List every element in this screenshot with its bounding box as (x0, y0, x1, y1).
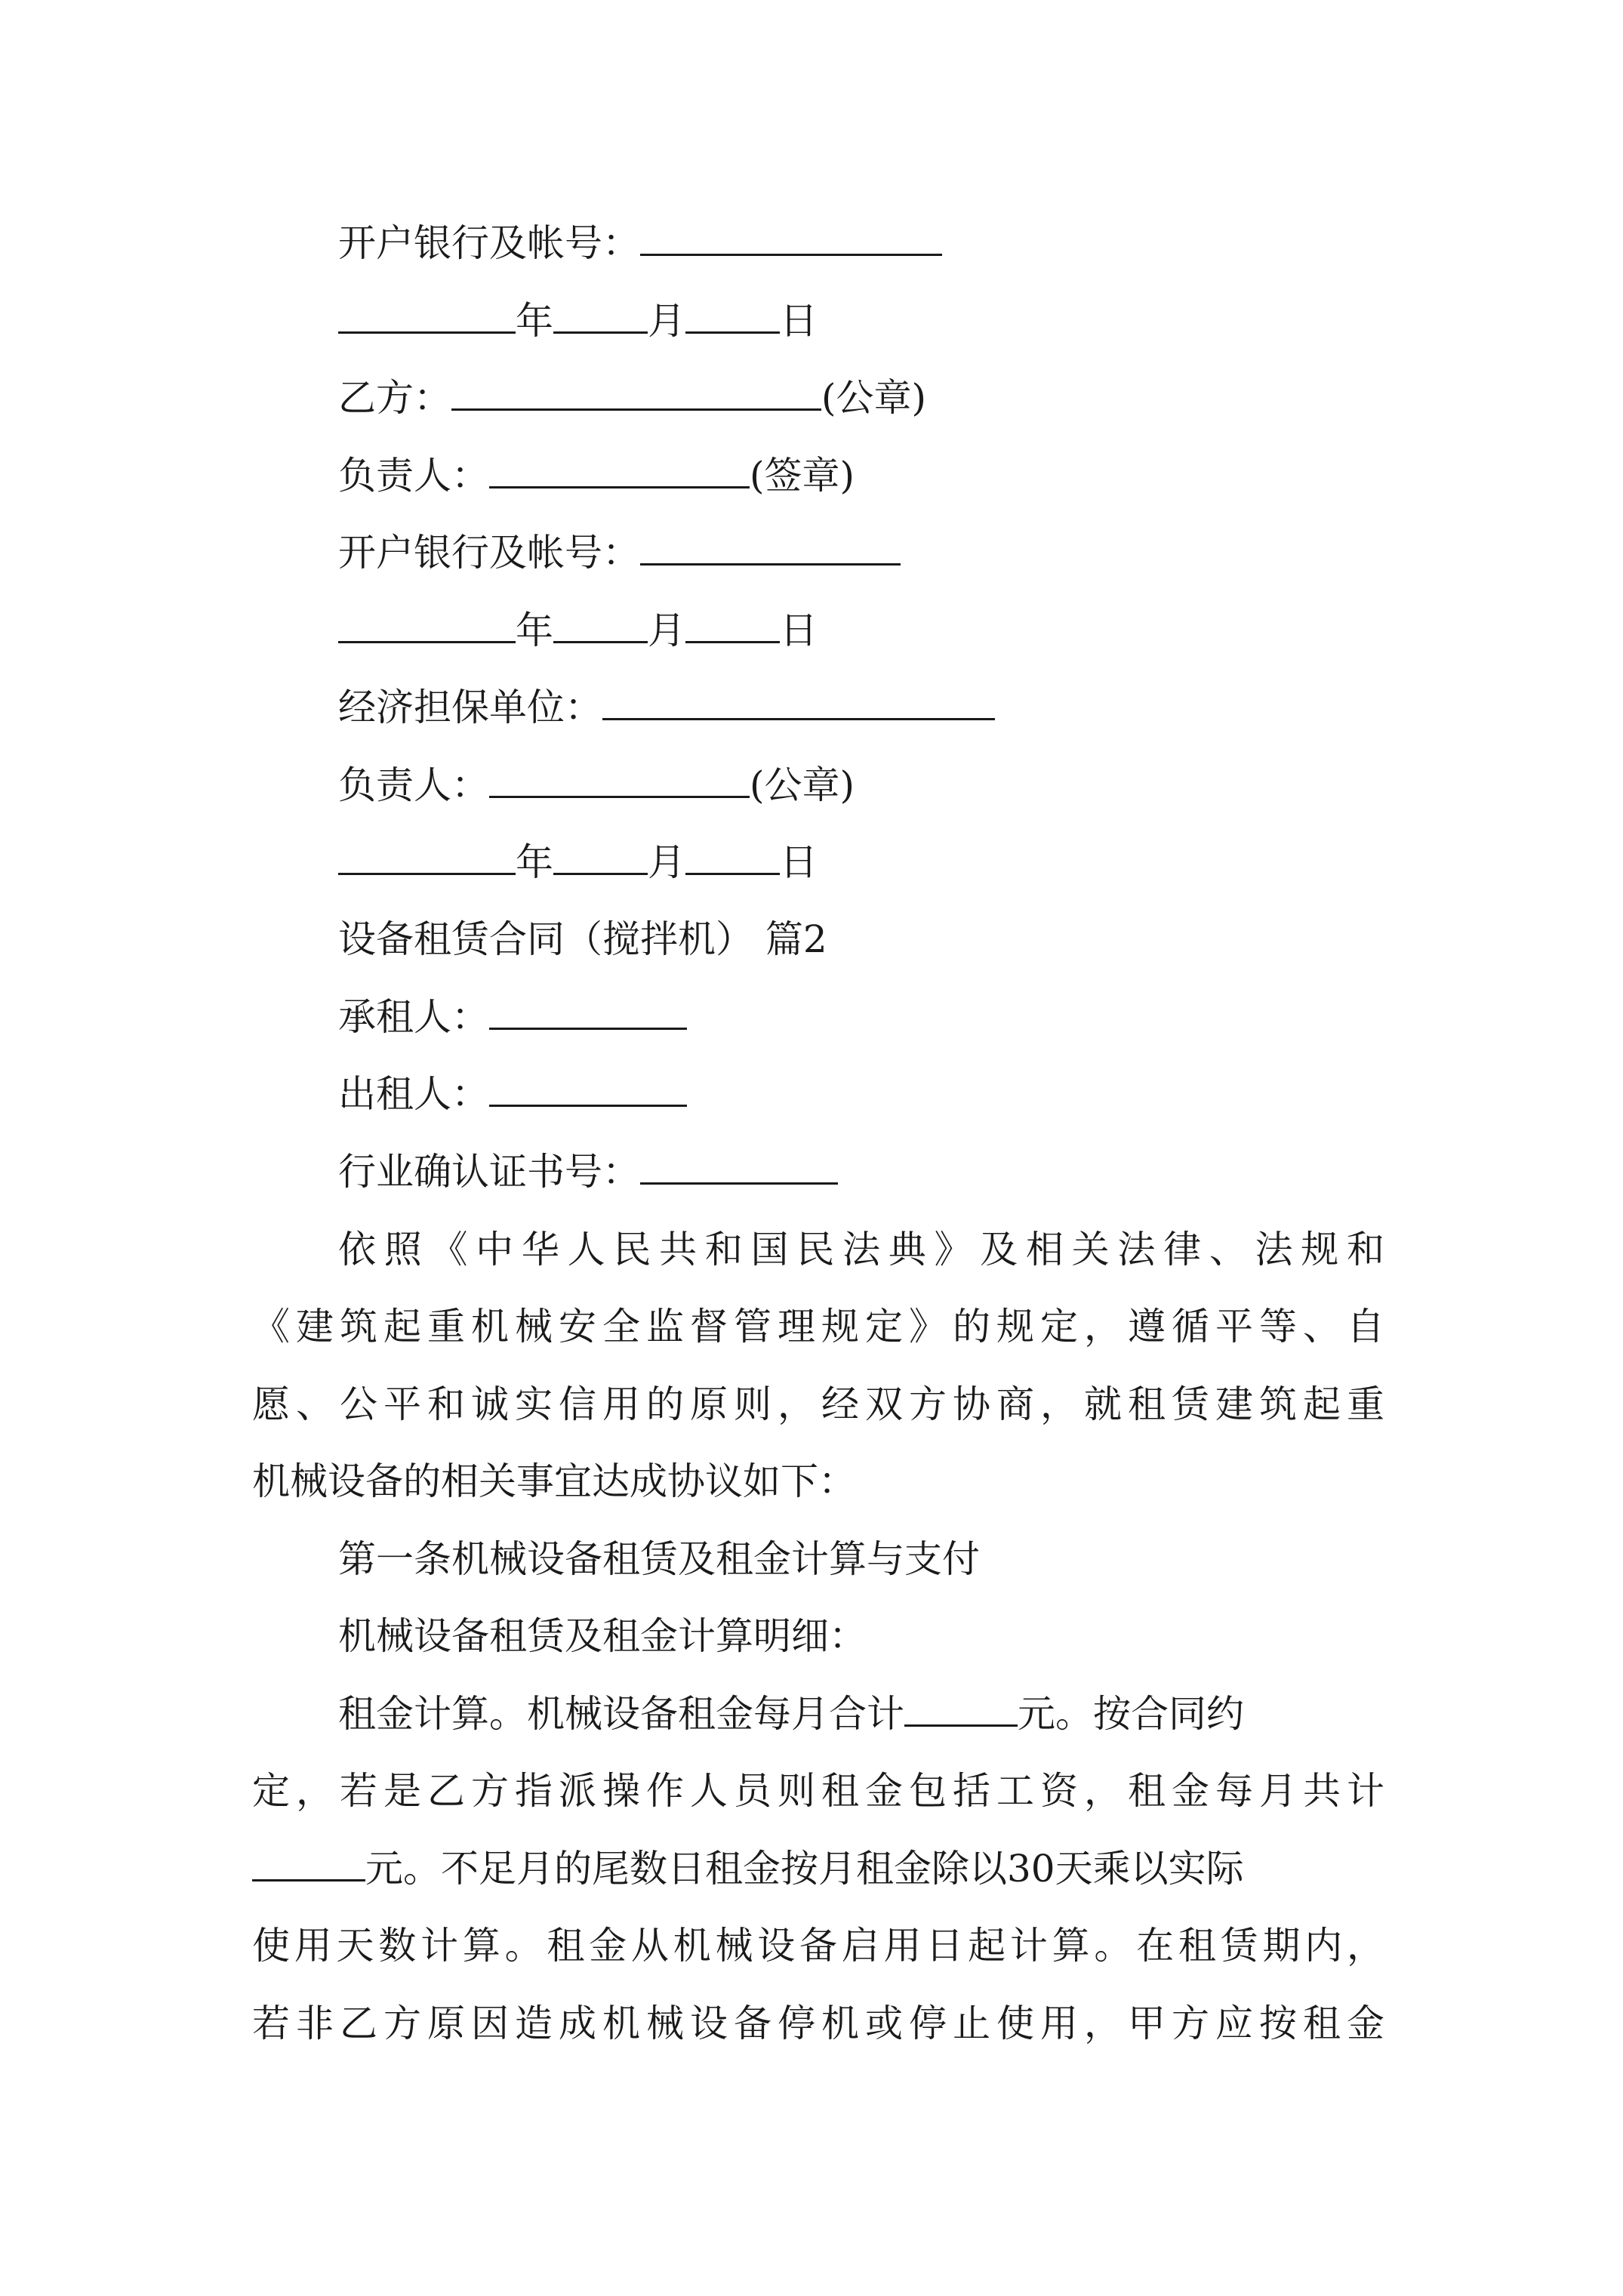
date-line-1 (338, 298, 818, 344)
month-blank (553, 840, 648, 875)
guarantor-line (338, 685, 995, 730)
rent-text-c: 元。不足月的尾数日租金按月租金除以30天乘以实际 (365, 1847, 1244, 1891)
bank-account-blank-2 (640, 530, 901, 566)
responsible-person-blank-2 (489, 763, 750, 798)
responsible-person-line-2 (338, 763, 855, 808)
lessee-blank (489, 994, 687, 1030)
day-blank (685, 840, 780, 875)
lessee-label: 承租人： (338, 995, 489, 1039)
month-label: 月 (648, 840, 685, 884)
day-blank (685, 608, 780, 643)
month-blank (553, 298, 648, 334)
party-b-seal: (公章) (821, 376, 927, 420)
bank-account-blank (640, 220, 942, 256)
date-line-3 (338, 840, 818, 885)
paragraph-2-line-1 (338, 1691, 1244, 1737)
responsible-person-label: 负责人： (338, 454, 489, 498)
guarantor-label: 经济担保单位： (338, 686, 602, 729)
party-b-blank (451, 375, 821, 411)
year-label: 年 (516, 299, 553, 343)
year-label: 年 (516, 609, 553, 652)
paragraph-1-line-2: 《建筑起重机械安全监督管理规定》的规定，遵循平等、自 (252, 1305, 1384, 1348)
month-label: 月 (648, 299, 685, 343)
certificate-blank (640, 1149, 838, 1185)
monthly-total-blank (252, 1846, 365, 1881)
paragraph-1-line-4: 机械设备的相关事宜达成协议如下： (252, 1459, 856, 1503)
bank-account-line-1 (338, 220, 942, 266)
day-blank (685, 298, 780, 334)
year-blank (338, 608, 516, 643)
month-blank (553, 608, 648, 643)
bank-account-line-2 (338, 530, 901, 575)
certificate-line (338, 1149, 838, 1194)
certificate-label: 行业确认证书号： (338, 1150, 640, 1194)
article-1-heading: 第一条机械设备租赁及租金计算与支付 (338, 1537, 980, 1581)
paragraph-2-line-4: 使用天数计算。租金从机械设备启用日起计算。在租赁期内， (252, 1924, 1384, 1968)
responsible-person-line-1 (338, 453, 855, 498)
bank-account-label-2: 开户银行及帐号： (338, 531, 640, 575)
paragraph-2-line-2: 定，若是乙方指派操作人员则租金包括工资，租金每月共计 (252, 1769, 1384, 1813)
day-label: 日 (780, 840, 818, 884)
month-label: 月 (648, 609, 685, 652)
paragraph-2-line-3 (252, 1846, 1244, 1891)
party-b-label: 乙方： (338, 376, 451, 420)
year-label: 年 (516, 840, 553, 884)
rent-text-b: 元。按合同约 (1018, 1692, 1244, 1736)
responsible-person-label-2: 负责人： (338, 763, 489, 807)
lessor-line (338, 1071, 687, 1117)
day-label: 日 (780, 609, 818, 652)
lessor-label: 出租人： (338, 1072, 489, 1116)
year-blank (338, 840, 516, 875)
guarantor-blank (602, 685, 995, 720)
responsible-person-seal: (公章) (750, 763, 855, 807)
article-1-subheading: 机械设备租赁及租金计算明细： (338, 1614, 867, 1658)
monthly-rent-blank (904, 1691, 1018, 1727)
paragraph-2-line-5: 若非乙方原因造成机械设备停机或停止使用，甲方应按租金 (252, 2002, 1384, 2045)
lessor-blank (489, 1071, 687, 1107)
bank-account-label: 开户银行及帐号： (338, 221, 640, 265)
date-line-2 (338, 608, 818, 653)
paragraph-1-line-1: 依照《中华人民共和国民法典》及相关法律、法规和 (338, 1228, 1384, 1271)
day-label: 日 (780, 299, 818, 343)
lessee-line (338, 994, 687, 1040)
rent-text-a: 租金计算。机械设备租金每月合计 (338, 1692, 904, 1736)
paragraph-1-line-3: 愿、公平和诚实信用的原则，经双方协商，就租赁建筑起重 (252, 1382, 1384, 1426)
party-b-line (338, 375, 926, 421)
responsible-person-blank (489, 453, 750, 488)
year-blank (338, 298, 516, 334)
responsible-person-signature: (签章) (750, 454, 855, 498)
section-title: 设备租赁合同（搅拌机） 篇2 (338, 917, 827, 961)
